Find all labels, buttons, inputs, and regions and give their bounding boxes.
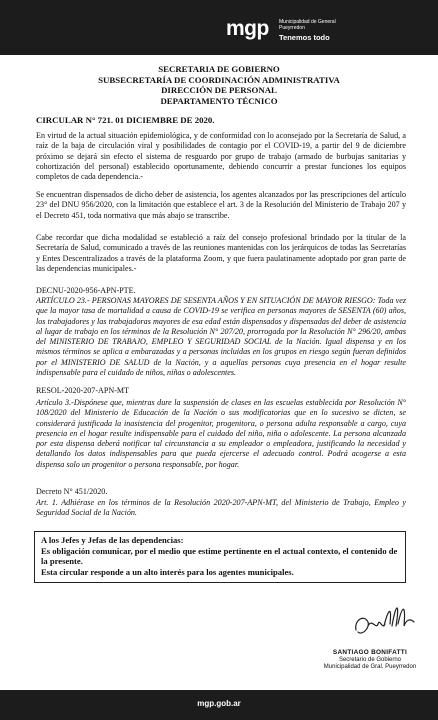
notice-line-1: A los Jefes y Jefas de las dependencias: [41, 535, 184, 545]
dnu-label: DECNU-2020-956-APN-PTE. [36, 286, 136, 295]
letterhead [0, 0, 438, 55]
notice-line-3: Esta circular responde a un alto interés para los agentes municipales. [41, 567, 294, 578]
circular-title: CIRCULAR N° 721. 01 DICIEMBRE DE 2020. [36, 115, 215, 125]
decreto-article-text: Art. 1. Adhiérase en los términos de la Resolución 2020-207-APN-MT, del Ministerio de Trabajo, Empleo y Seguridad Social de la Nación. [36, 498, 406, 518]
page-footer [0, 690, 438, 720]
dnu-article-text: ARTÍCULO 23.- PERSONAS MAYORES DE SESENTA AÑOS Y EN SITUACIÓN DE MAYOR RIESGO: Toda vez que la mayor tasa de mortalidad a causa de COVID-19 se verifica en personas mayores de SESENTA (60) años, los trabajadores y las trabajadoras mayores de esa edad están dispensados y dispensadas del deber de asistencia al lugar de trabajo en los términos de la Resolución N° 207/20, prorrogada por la Resolución N° 296/20, ambas del MINISTERIO DE TRABAJO, EMPLEO Y SEGURIDAD SOCIAL de la Nación. Igual dispensa y en los mismos términos se aplica a embarazadas y a personas incluidas en los grupos en riesgo según fueran definidos por el MINISTERIO DE SALUD de la Nación, y a aquellas personas cuya presencia en el hogar resulte indispensable para el cuidado de niños, niñas o adolescentes. [36, 296, 406, 378]
signatory-name: SANTIAGO BONIFATTI [332, 649, 408, 656]
paragraph-3: Cabe recordar que dicha modalidad se estableció a raíz del consejo profesional brindado por la titular de la Secretaría de Salud, comunicado a través de las reuniones mantenidas con los jerárquicos de todas las Secretarías y Entes Descentralizados a través de la plataforma Zoom, y que fuera paulatinamente adoptado por gran parte de las dependencias municipales.- [36, 233, 406, 273]
heading-line-1: SECRETARIA DE GOBIERNO [158, 64, 280, 74]
signatory-role: Secretario de Gobierno [338, 657, 402, 663]
decreto-label: Decreto N° 451/2020. [36, 487, 108, 496]
handwritten-signature [352, 596, 422, 648]
resol-label: RESOL-2020-207-APN-MT [36, 386, 130, 395]
heading-line-3: DIRECCIÓN DE PERSONAL [161, 85, 277, 95]
notice-box [34, 531, 406, 583]
document-heading [0, 64, 438, 106]
heading-line-2: SUBSECRETARÍA DE COORDINACIÓN ADMINISTRATIVA [98, 74, 340, 85]
logo-subtitle: Municipalidad de General Pueyrredon [279, 19, 336, 31]
footer-url: mgp.gob.ar [197, 699, 241, 708]
slogan: Tenemos todo [279, 33, 330, 42]
heading-line-4: DEPARTAMENTO TÉCNICO [160, 95, 278, 106]
signatory-block [320, 649, 420, 671]
resol-article-text: Artículo 3.-Dispónese que, mientras dure la suspensión de clases en las escuelas establecida por Resolución N° 108/2020 del Ministerio de Educación de la Nación o sus modificatorias que en lo sucesivo se dicten, se considerará justificada la inasistencia del progenitor, progenitora, o persona adulta responsable a cargo, cuya presencia en el hogar resulte indispensable para el cuidado del niño, niña o adolescente. La persona alcanzada por esta dispensa deberá notificar tal circunstancia a su empleador o empleadora, justificando la necesidad y detallando los datos indispensables para que pueda ejercerse el adecuado control. Podrá acogerse a esta dispensa solo un progenitor o persona responsable, por hogar. [36, 398, 406, 469]
paragraph-1: En virtud de la actual situación epidemiológica, y de conformidad con lo aconsejado por la Secretaría de Salud, a raíz de la baja de circulación viral y posibilidades de contagio por el COVID-19, a partir del 9 de diciembre próximo se dejará sin efecto el sistema de resguardo por grupo de trabajo (armado de burbujas sanitarias y cohortización del personal) establecido oportunamente, debiendo concurrir a prestar funciones los equipos completos de cada dependencia.- [36, 131, 406, 182]
paragraph-2: Se encuentran dispensados de dicho deber de asistencia, los agentes alcanzados por las prescripciones del artículo 23° del DNU 956/2020, con la limitación que establece el art. 3 de la Resolución del Ministerio de Trabajo 207 y el Decreto 451, toda normativa que más abajo se transcribe. [36, 190, 406, 220]
signatory-organization: Municipalidad de Gral. Pueyrredon [323, 664, 417, 670]
mgp-logo: mgp [226, 17, 269, 40]
notice-line-2: Es obligación comunicar, por el medio que estime pertinente en el actual contexto, el contenido de la presente. [41, 545, 398, 567]
